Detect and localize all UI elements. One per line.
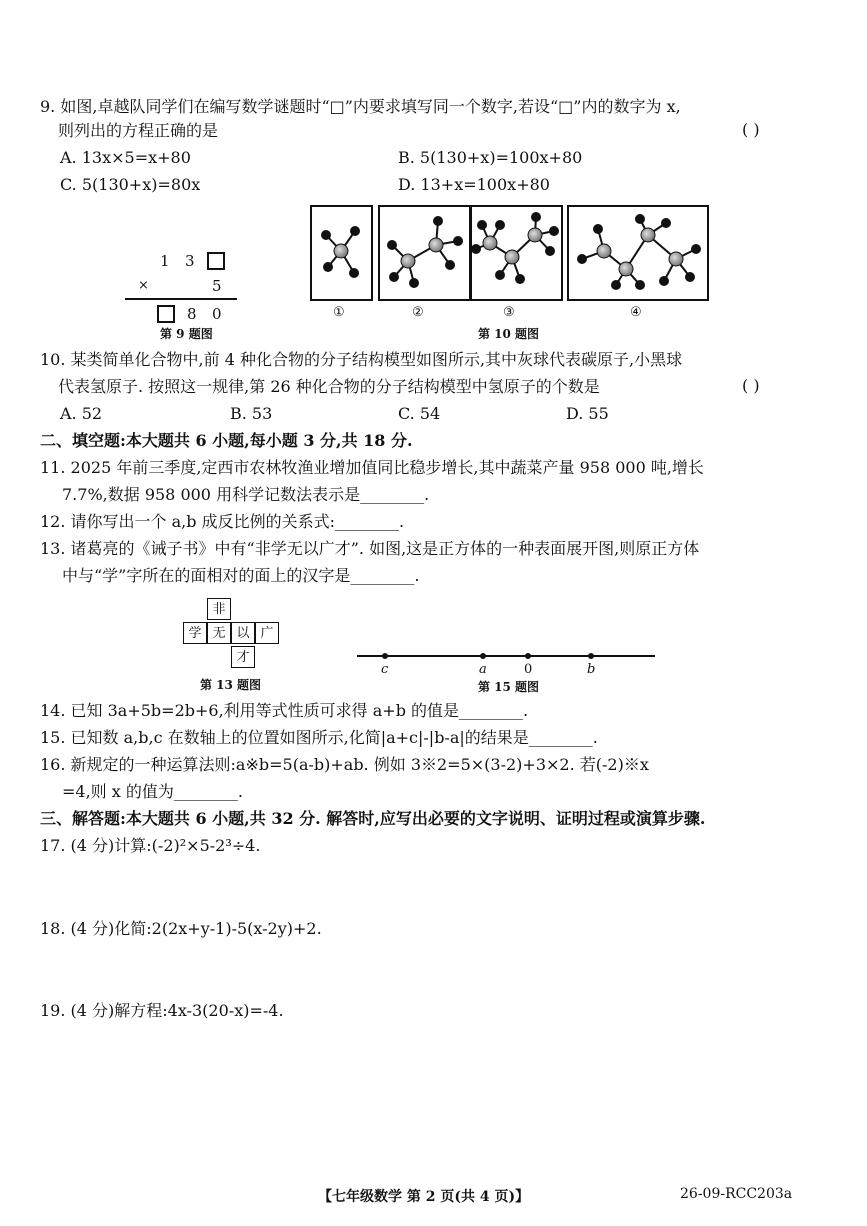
net-cell-fei: 非	[207, 598, 231, 620]
q18-stem: 18. (4 分)化简:2(2x+y-1)-5(x-2y)+2.	[40, 919, 322, 938]
number-line-label-c: c	[381, 662, 389, 677]
fig10-label-1: ①	[333, 305, 345, 320]
number-line	[355, 648, 660, 664]
fig9-digit-1: 1	[160, 252, 170, 270]
footer-code: 26-09-RCC203a	[680, 1186, 793, 1202]
q17-stem: 17. (4 分)计算:(-2)²×5-2³÷4.	[40, 836, 261, 855]
q12-stem: 12. 请你写出一个 a,b 成反比例的关系式:________.	[40, 512, 405, 531]
fig10-label-2: ②	[412, 305, 424, 320]
number-line-label-zero: 0	[524, 662, 533, 677]
fig9-rule-line	[125, 298, 237, 300]
q9-stem-line2: 则列出的方程正确的是	[58, 121, 219, 140]
fig9-digit-0: 0	[212, 305, 222, 323]
fig15-caption: 第 15 题图	[478, 680, 540, 694]
q9-option-b: B. 5(130+x)=100x+80	[398, 148, 583, 167]
fig9-caption: 第 9 题图	[160, 327, 213, 341]
fig10-caption: 第 10 题图	[478, 327, 540, 341]
q9-answer-paren: ( )	[742, 120, 760, 139]
q11-stem-line2: 7.7%,数据 958 000 用科学记数法表示是________.	[62, 485, 430, 504]
fig10-panel-2	[379, 206, 471, 300]
fig13-caption: 第 13 题图	[200, 678, 262, 692]
fig9-digit-3: 3	[185, 252, 195, 270]
fig10-label-3: ③	[503, 305, 515, 320]
footer-page-info: 【七年级数学 第 2 页(共 4 页)】	[318, 1189, 530, 1205]
section-3-heading: 三、解答题:本大题共 6 小题,共 32 分. 解答时,应写出必要的文字说明、证明过程或演算步骤.	[40, 809, 706, 828]
q13-stem-line2: 中与“学”字所在的面相对的面上的汉字是________.	[62, 566, 420, 585]
fig10-molecules	[310, 205, 710, 305]
fig9-digit-5: 5	[212, 277, 222, 295]
net-cell-xue: 学	[183, 622, 207, 644]
q10-option-c: C. 54	[398, 404, 441, 423]
number-line-label-b: b	[587, 662, 596, 677]
q9-option-a: A. 13x×5=x+80	[60, 148, 191, 167]
fig9-times-sign: ×	[138, 278, 149, 293]
q10-option-d: D. 55	[566, 404, 609, 423]
q16-stem-line2: =4,则 x 的值为________.	[62, 782, 243, 801]
fig9-blank-box-top	[207, 252, 225, 270]
number-line-label-a: a	[479, 662, 487, 677]
net-cell-cai: 才	[231, 646, 255, 668]
q14-stem: 14. 已知 3a+5b=2b+6,利用等式性质可求得 a+b 的值是________.	[40, 701, 529, 720]
q9-stem-line1: 9. 如图,卓越队同学们在编写数学谜题时“□”内要求填写同一个数字,若设“□”内的数字为 x,	[40, 97, 681, 116]
q10-answer-paren: ( )	[742, 376, 760, 395]
q13-stem-line1: 13. 诸葛亮的《诫子书》中有“非学无以广才”. 如图,这是正方体的一种表面展开图,则原正方体	[40, 539, 700, 558]
q16-stem-line1: 16. 新规定的一种运算法则:a※b=5(a-b)+ab. 例如 3※2=5×(3-2)+3×2. 若(-2)※x	[40, 755, 649, 774]
q9-option-c: C. 5(130+x)=80x	[60, 175, 201, 194]
net-cell-yi: 以	[231, 622, 255, 644]
q11-stem-line1: 11. 2025 年前三季度,定西市农林牧渔业增加值同比稳步增长,其中蔬菜产量 958 000 吨,增长	[40, 458, 704, 477]
fig9-blank-box-bottom	[157, 305, 175, 323]
q15-stem: 15. 已知数 a,b,c 在数轴上的位置如图所示,化简|a+c|-|b-a|的结果是________.	[40, 728, 598, 747]
q9-option-d: D. 13+x=100x+80	[398, 175, 550, 194]
net-cell-wu: 无	[207, 622, 231, 644]
section-2-heading: 二、填空题:本大题共 6 小题,每小题 3 分,共 18 分.	[40, 431, 413, 450]
fig9-digit-8: 8	[187, 305, 197, 323]
q10-stem-line2: 代表氢原子. 按照这一规律,第 26 种化合物的分子结构模型中氢原子的个数是	[58, 377, 600, 396]
q10-option-a: A. 52	[60, 404, 103, 423]
q10-stem-line1: 10. 某类简单化合物中,前 4 种化合物的分子结构模型如图所示,其中灰球代表碳原子,小黑球	[40, 350, 683, 369]
q19-stem: 19. (4 分)解方程:4x-3(20-x)=-4.	[40, 1001, 284, 1020]
net-cell-guang: 广	[255, 622, 279, 644]
q10-option-b: B. 53	[230, 404, 273, 423]
fig10-label-4: ④	[630, 305, 642, 320]
